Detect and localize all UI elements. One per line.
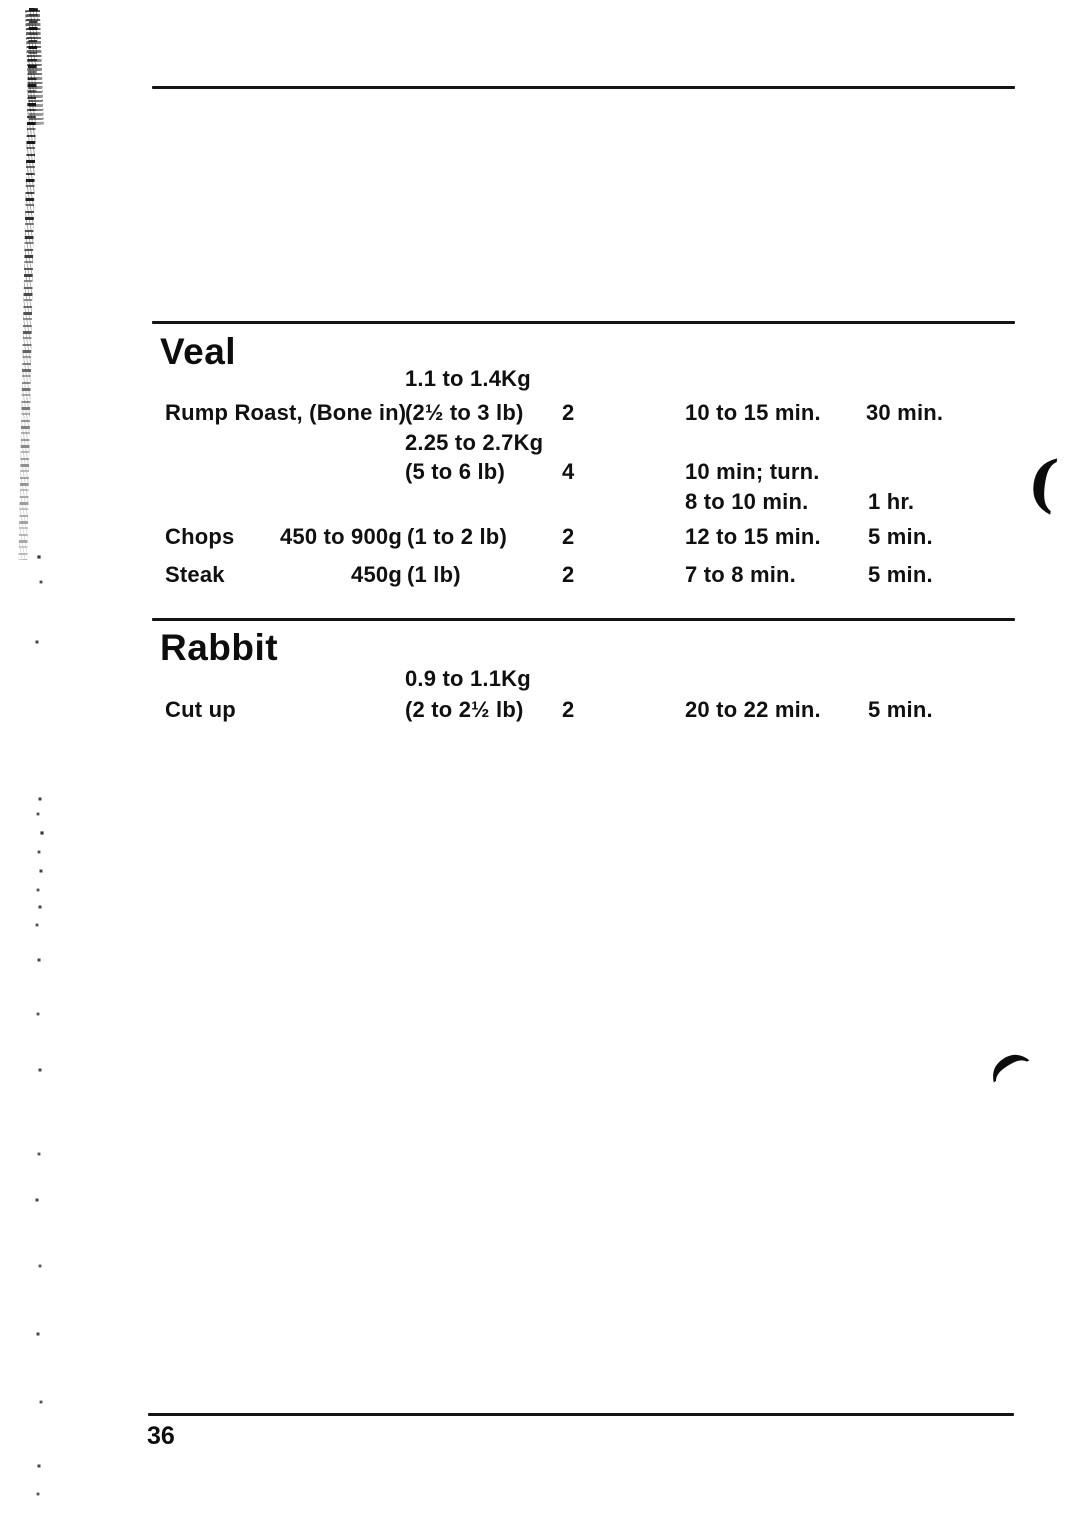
horizontal-rule-above-veal bbox=[152, 321, 1015, 324]
horizontal-rule-above-rabbit bbox=[152, 618, 1015, 621]
rabbit-weight-lb: (2 to 2½ lb) bbox=[405, 697, 524, 722]
veal-rump-weight-lb-upper: (2½ to 3 lb) bbox=[405, 400, 524, 425]
scan-artifact-binding-strip bbox=[18, 8, 38, 560]
veal-rump-power-level-lower: 4 bbox=[562, 459, 575, 484]
horizontal-rule-top bbox=[152, 86, 1015, 89]
veal-chops-cook-time: 12 to 15 min. bbox=[685, 524, 821, 549]
veal-rump-weight-kg-lower: 2.25 to 2.7Kg bbox=[405, 430, 544, 455]
rabbit-power-level: 2 bbox=[562, 697, 575, 722]
veal-item-chops: Chops bbox=[165, 524, 235, 549]
veal-steak-weight-metric: 450g bbox=[351, 562, 402, 587]
section-title-veal: Veal bbox=[160, 331, 237, 372]
veal-rump-weight-lb-lower: (5 to 6 lb) bbox=[405, 459, 505, 484]
veal-steak-power-level: 2 bbox=[562, 562, 575, 587]
rabbit-cook-time: 20 to 22 min. bbox=[685, 697, 821, 722]
veal-item-steak: Steak bbox=[165, 562, 225, 587]
veal-rump-cook-time-upper: 10 to 15 min. bbox=[685, 400, 821, 425]
veal-rump-standing-time-lower: 1 hr. bbox=[868, 489, 915, 514]
veal-chops-weight-metric: 450 to 900g bbox=[279, 524, 402, 549]
veal-steak-weight-lb: (1 lb) bbox=[407, 562, 461, 587]
veal-chops-standing-time: 5 min. bbox=[868, 524, 933, 549]
veal-rump-power-level-upper: 2 bbox=[562, 400, 575, 425]
scan-artifact-specks bbox=[0, 0, 2, 2]
veal-chops-weight-lb: (1 to 2 lb) bbox=[407, 524, 507, 549]
rabbit-standing-time: 5 min. bbox=[868, 697, 933, 722]
section-title-rabbit: Rabbit bbox=[160, 627, 279, 668]
scan-artifact-curve-bottom: ( bbox=[980, 1039, 1038, 1087]
veal-steak-standing-time: 5 min. bbox=[868, 562, 933, 587]
rabbit-item-cut-up: Cut up bbox=[165, 697, 236, 722]
veal-rump-weight-kg-upper: 1.1 to 1.4Kg bbox=[405, 366, 531, 391]
veal-item-rump-roast: Rump Roast, (Bone in) bbox=[165, 400, 407, 425]
veal-rump-standing-time-upper: 30 min. bbox=[866, 400, 944, 425]
veal-chops-power-level: 2 bbox=[562, 524, 575, 549]
page-number: 36 bbox=[147, 1422, 175, 1450]
rabbit-weight-kg: 0.9 to 1.1Kg bbox=[405, 666, 531, 691]
horizontal-rule-footer bbox=[148, 1413, 1014, 1416]
veal-rump-cook-time-turn: 10 min; turn. bbox=[685, 459, 820, 484]
veal-rump-cook-time-lower: 8 to 10 min. bbox=[685, 489, 809, 514]
scan-artifact-curve-top: ( bbox=[1023, 444, 1062, 521]
veal-steak-cook-time: 7 to 8 min. bbox=[685, 562, 796, 587]
